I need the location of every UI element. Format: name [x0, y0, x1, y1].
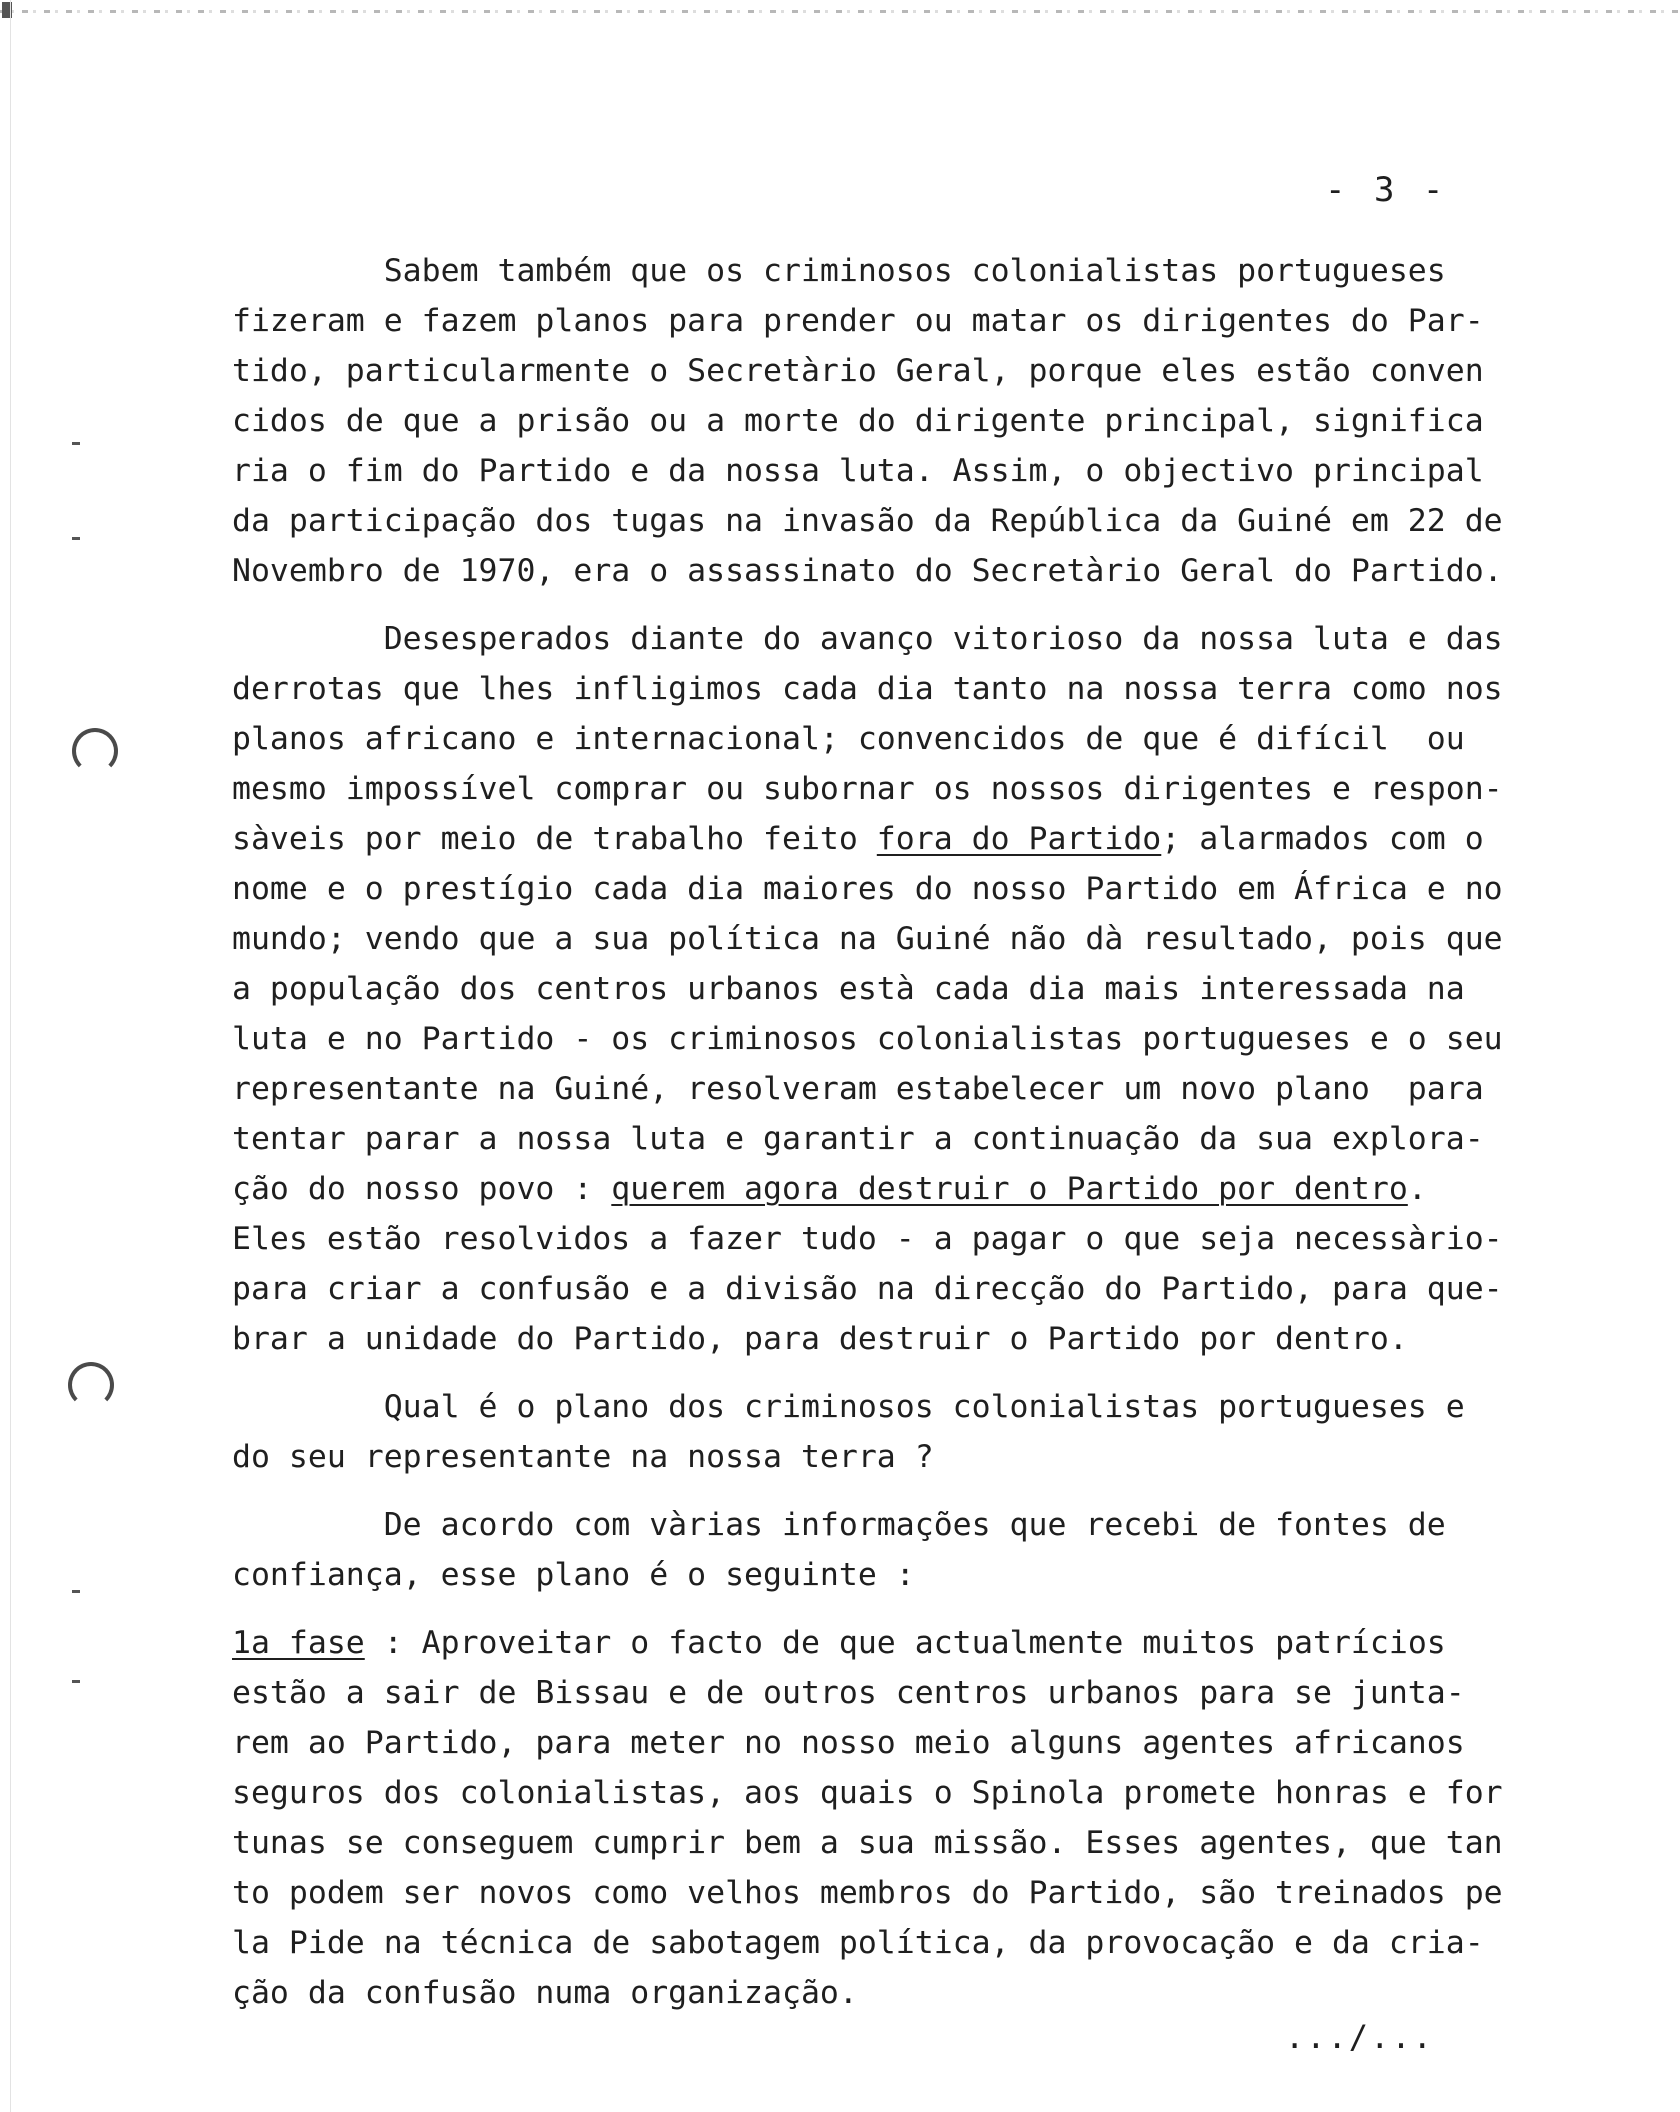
text-line: cidos de que a prisão ou a morte do dirigente principal, significa	[232, 403, 1484, 439]
text-line: Eles estão resolvidos a fazer tudo - a pagar o que seja necessàrio-	[232, 1221, 1503, 1257]
text-line: sàveis por meio de trabalho feito fora do Partido; alarmados com o	[232, 821, 1484, 857]
text-line: representante na Guiné, resolveram estabelecer um novo plano para	[232, 1071, 1484, 1107]
text-line: ção do nosso povo : querem agora destruir o Partido por dentro.	[232, 1171, 1427, 1207]
text-line: para criar a confusão e a divisão na direcção do Partido, para que-	[232, 1271, 1503, 1307]
text-line: brar a unidade do Partido, para destruir o Partido por dentro.	[232, 1321, 1408, 1357]
text-line: seguros dos colonialistas, aos quais o Spinola promete honras e for	[232, 1775, 1503, 1811]
scan-top-edge	[0, 10, 1680, 13]
text-line: luta e no Partido - os criminosos colonialistas portugueses e o seu	[232, 1021, 1503, 1057]
punch-hole-top	[72, 728, 118, 774]
text-line: estão a sair de Bissau e de outros centros urbanos para se junta-	[232, 1675, 1465, 1711]
text-line: fizeram e fazem planos para prender ou matar os dirigentes do Par-	[232, 303, 1484, 339]
text-line: la Pide na técnica de sabotagem política, da provocação e da cria-	[232, 1925, 1484, 1961]
text-line: ção da confusão numa organização.	[232, 1975, 858, 2011]
page-number: - 3 -	[1325, 170, 1448, 210]
text-line: a população dos centros urbanos està cada dia mais interessada na	[232, 971, 1465, 1007]
text-line: mundo; vendo que a sua política na Guiné não dà resultado, pois que	[232, 921, 1503, 957]
text-line: da participação dos tugas na invasão da República da Guiné em 22 de	[232, 503, 1503, 539]
underlined-phrase: fora do Partido	[876, 821, 1162, 857]
continuation-mark: .../...	[1285, 2018, 1434, 2056]
margin-tick	[72, 1590, 80, 1593]
text-line: tentar parar a nossa luta e garantir a continuação da sua explora-	[232, 1121, 1484, 1157]
text-line: tido, particularmente o Secretàrio Geral, porque eles estão conven	[232, 353, 1484, 389]
text-line: rem ao Partido, para meter no nosso meio alguns agentes africanos	[232, 1725, 1465, 1761]
text-line: Qual é o plano dos criminosos colonialistas portugueses e	[232, 1389, 1465, 1425]
text-line: Novembro de 1970, era o assassinato do Secretàrio Geral do Partido.	[232, 553, 1503, 589]
margin-tick	[72, 442, 80, 445]
punch-hole-bottom	[68, 1362, 114, 1408]
text-line: do seu representante na nossa terra ?	[232, 1439, 934, 1475]
text-line: ria o fim do Partido e da nossa luta. Assim, o objectivo principal	[232, 453, 1484, 489]
text-line: mesmo impossível comprar ou subornar os nossos dirigentes e respon-	[232, 771, 1503, 807]
text-line: Desesperados diante do avanço vitorioso da nossa luta e das	[232, 621, 1503, 657]
text-line: to podem ser novos como velhos membros do Partido, são treinados pe	[232, 1875, 1503, 1911]
text-line: nome e o prestígio cada dia maiores do nosso Partido em África e no	[232, 871, 1503, 907]
text-line: tunas se conseguem cumprir bem a sua missão. Esses agentes, que tan	[232, 1825, 1503, 1861]
text-line: confiança, esse plano é o seguinte :	[232, 1557, 915, 1593]
text-line: derrotas que lhes infligimos cada dia tanto na nossa terra como nos	[232, 671, 1503, 707]
underlined-phrase: 1a fase	[232, 1625, 365, 1661]
text-line: De acordo com vàrias informações que recebi de fontes de	[232, 1507, 1446, 1543]
text-line: Sabem também que os criminosos colonialistas portugueses	[232, 253, 1446, 289]
margin-tick	[72, 537, 80, 540]
text-line: planos africano e internacional; convencidos de que é difícil ou	[232, 721, 1465, 757]
text-line: 1a fase : Aproveitar o facto de que actualmente muitos patrícios	[232, 1625, 1446, 1661]
underlined-phrase: querem agora destruir o Partido por dentro	[611, 1171, 1408, 1207]
margin-tick	[72, 1680, 80, 1683]
scan-left-edge	[10, 0, 11, 2112]
